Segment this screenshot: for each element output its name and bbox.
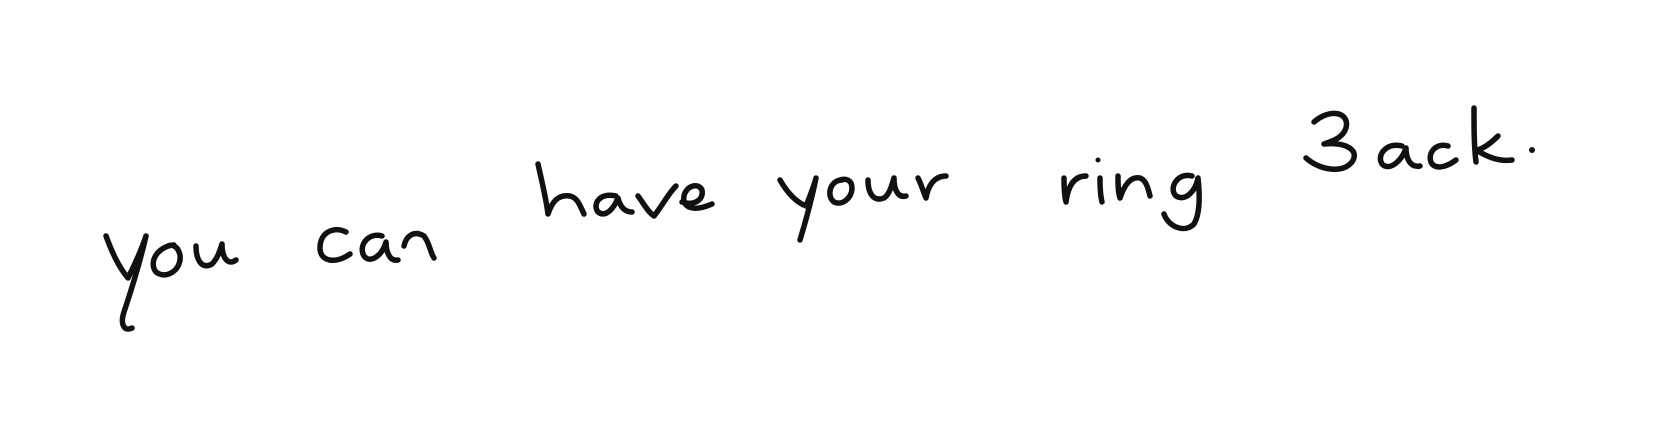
handwritten-word-back <box>1306 108 1535 169</box>
handwritten-word-your <box>780 176 946 240</box>
handwritten-word-can <box>320 230 434 261</box>
handwritten-word-ring <box>1064 158 1199 229</box>
handwritten-word-you <box>106 236 236 329</box>
handwritten-word-have <box>538 164 712 216</box>
